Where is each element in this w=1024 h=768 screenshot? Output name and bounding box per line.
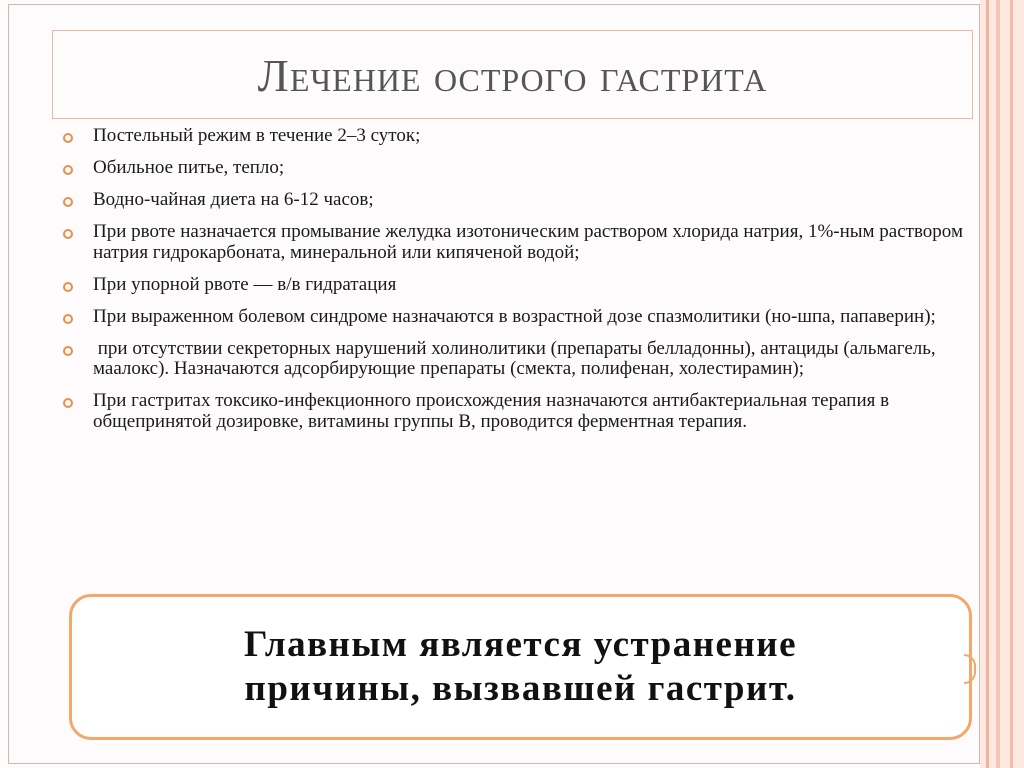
callout-line-2: причины, вызвавшей гастрит. [244, 668, 797, 709]
page-title: Лечение острого гастрита [257, 50, 768, 101]
bullet-list [60, 126, 965, 444]
callout-line-1: Главным является устранение [243, 624, 798, 665]
circle-bullet-icon [63, 398, 73, 408]
list-item [60, 158, 965, 179]
list-item [60, 339, 965, 380]
list-item [60, 391, 965, 432]
circle-bullet-icon [63, 133, 73, 143]
list-item-text: Обильное питье, тепло; [93, 157, 285, 178]
list-item-text: при отсутствии секреторных нарушений холинолитики (препараты белладонны), антациды (альмагель, маалокс). Назначаются адсорбирующие препараты (смекта, полифенан, холестирамин); [93, 337, 941, 379]
list-item-text: При упорной рвоте — в/в гидратация [93, 273, 397, 295]
circle-bullet-icon [63, 346, 73, 356]
list-item [60, 126, 965, 147]
circle-bullet-icon [63, 197, 73, 207]
list-item-text: При выраженном болевом синдроме назначаются в возрастной дозе спазмолитики (но-шпа, папаверин); [93, 305, 936, 327]
title-box [52, 30, 973, 119]
list-item [60, 190, 965, 211]
conclusion-callout [69, 594, 972, 740]
list-item [60, 307, 965, 328]
callout-text [244, 623, 797, 711]
list-item-text: При рвоте назначается промывание желудка изотоническим раствором хлорида натрия, 1%-ным раствором натрия гидрокарбоната, минеральной или кипяченой водой; [93, 221, 963, 263]
list-item-text: Постельный режим в течение 2–3 суток; [93, 125, 421, 146]
decorative-stripes [980, 0, 1024, 768]
circle-bullet-icon [63, 165, 73, 175]
circle-bullet-icon [63, 282, 73, 292]
list-item [60, 222, 965, 263]
list-item-text: При гастритах токсико-инфекционного происхождения назначаются антибактериальная терапия в общепринятой дозировке, витамины группы В, проводится ферментная терапия. [93, 390, 890, 432]
list-item-text: Водно-чайная диета на 6-12 часов; [93, 189, 374, 210]
circle-bullet-icon [63, 229, 73, 239]
circle-bullet-icon [63, 314, 73, 324]
list-item [60, 275, 965, 296]
